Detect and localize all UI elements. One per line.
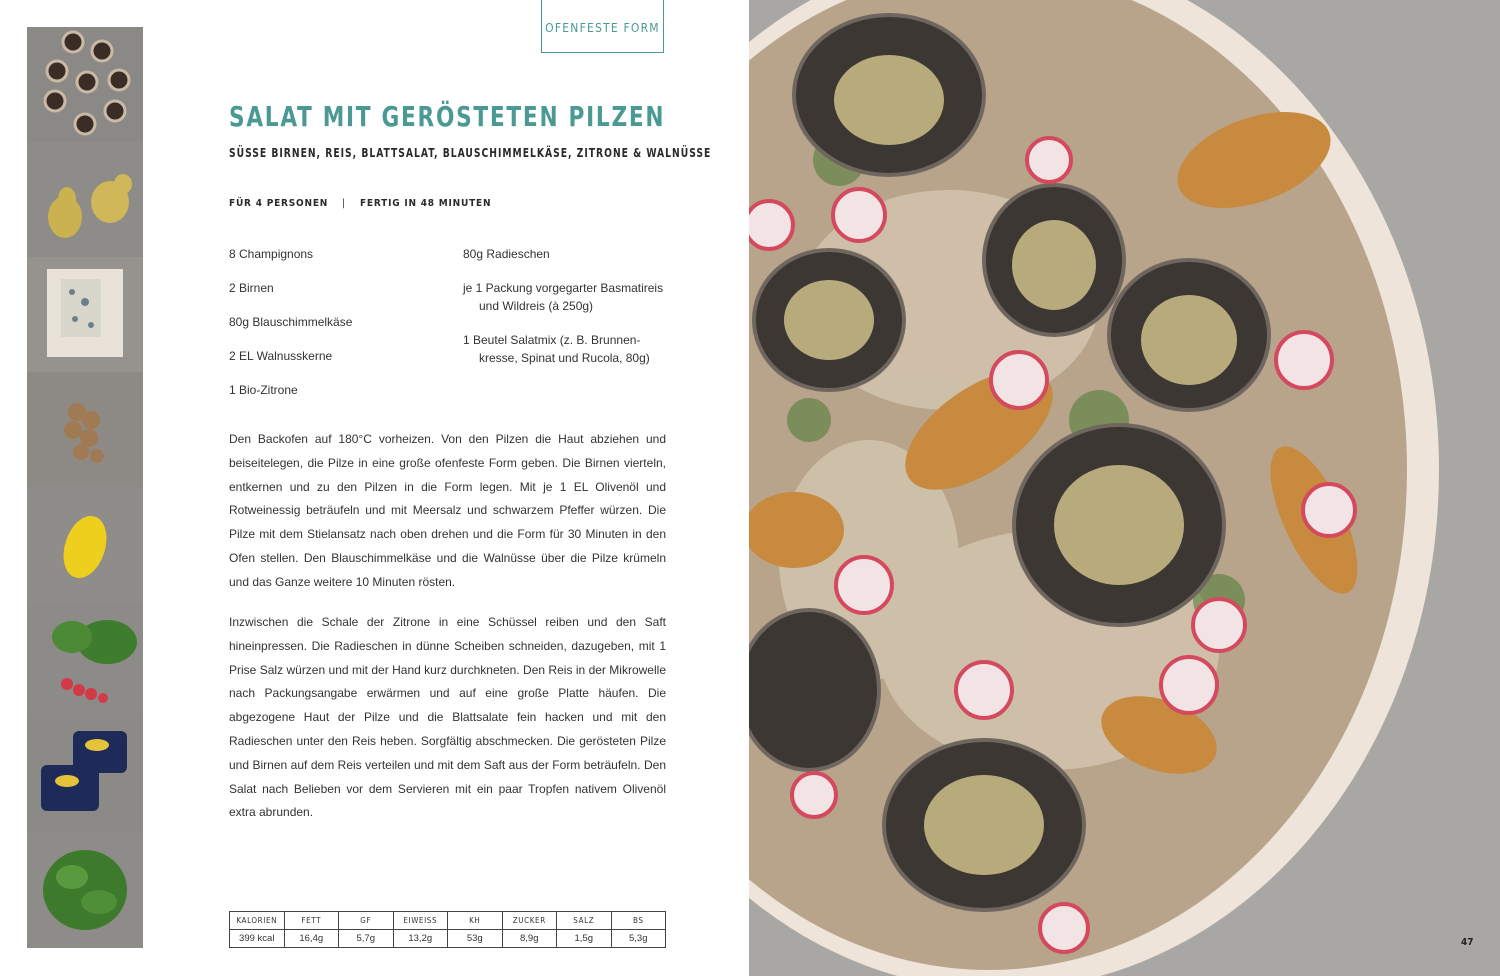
nutrition-header: GF (339, 912, 394, 930)
prep-time: FERTIG IN 48 MINUTEN (359, 198, 492, 209)
nutrition-value: 5,7g (339, 930, 394, 948)
mushrooms-image (27, 27, 143, 142)
ingredient-item: 8 Champignons (229, 247, 314, 261)
nutrition-value: 53g (448, 930, 503, 948)
recipe-title: SALAT MIT GERÖSTETEN PILZEN (229, 100, 666, 133)
ingredient-item: 1 Bio-Zitrone (229, 383, 298, 397)
page-number: 47 (1461, 937, 1474, 948)
servings: FÜR 4 PERSONEN (229, 198, 329, 209)
lemon-image (27, 487, 143, 602)
ingredient-line: kresse, Spinat und Rucola, 80g) (479, 351, 650, 365)
method-paragraph: Den Backofen auf 180°C vorheizen. Von den Pilzen die Haut abziehen und beiseitelegen, die Pilze in eine große ofenfeste Form geben. Die Birnen vierteln, entkernen und zu den Pilzen in die Form legen. Mit je 1 EL Olivenöl und Rotweinessig beträufeln und mit Meersalz und schwarzem Pfeffer würzen. Die Pilze mit dem Stielansatz nach oben drehen und die Form für 30 Minuten in den Ofen stellen. Den Blauschimmelkäse und die Walnüsse über die Pilze krümeln und das Ganze weitere 10 Minuten rösten. (229, 432, 666, 589)
salad-leaves-image (27, 832, 143, 948)
ingredient-item (463, 279, 663, 315)
ingredient-line: 1 Beutel Salatmix (z. B. Brunnen- (463, 333, 641, 347)
nutrition-table (229, 911, 666, 948)
nutrition-header-row (230, 912, 666, 930)
ingredient-photo-strip (27, 27, 143, 948)
nutrition-header: ZUCKER (502, 912, 557, 930)
method-paragraph: Inzwischen die Schale der Zitrone in eine Schüssel reiben und den Saft hineinpressen. Die Radieschen in dünne Scheiben schneiden, dazugeben, mit 1 Prise Salz würzen und mit der Hand kurz durchkneten. Den Reis in der Mikrowelle nach Packungsangabe erwärmen und auf eine große Platte häufen. Die abgezogene Haut der Pilze und die Blattsalate fein hacken und mit den Radieschen unter den Reis heben. Sorgfältig abschmecken. Die gerösteten Pilze und Birnen auf dem Reis verteilen und mit dem Saft aus der Form beträufeln. Den Salat nach Belieben vor dem Servieren mit ein paar Tropfen nativem Olivenöl extra abrunden. (229, 615, 666, 820)
nutrition-header: SALZ (557, 912, 612, 930)
ingredient-item (463, 245, 550, 263)
dish-photo (749, 0, 1500, 976)
nutrition-value: 399 kcal (230, 930, 285, 948)
nutrition-value: 1,5g (557, 930, 612, 948)
ingredient-line: 80g Radieschen (463, 247, 550, 261)
nutrition-header: EIWEISS (393, 912, 448, 930)
walnuts-image (27, 372, 143, 487)
meta-separator: | (342, 198, 346, 209)
nutrition-value: 5,3g (611, 930, 666, 948)
rice-packs-image (27, 717, 143, 832)
pears-image (27, 142, 143, 257)
nutrition-header: KH (448, 912, 503, 930)
nutrition-header: KALORIEN (230, 912, 285, 930)
nutrition-value: 8,9g (502, 930, 557, 948)
ingredient-item: 2 EL Walnusskerne (229, 349, 333, 363)
nutrition-value: 16,4g (284, 930, 339, 948)
nutrition-header: FETT (284, 912, 339, 930)
ingredient-item: 80g Blauschimmelkäse (229, 315, 353, 329)
nutrition-header: BS (611, 912, 666, 930)
recipe-meta (229, 198, 491, 209)
nutrition-value-row (230, 930, 666, 948)
ingredient-item: 2 Birnen (229, 281, 274, 295)
nutrition-value: 13,2g (393, 930, 448, 948)
radishes-image (27, 602, 143, 717)
ingredient-line: und Wildreis (à 250g) (479, 299, 594, 313)
ingredient-item (463, 331, 650, 367)
category-tag: OFENFESTE FORM (541, 0, 664, 53)
blue-cheese-image (27, 257, 143, 372)
recipe-subtitle: SÜSSE BIRNEN, REIS, BLATTSALAT, BLAUSCHIMMELKÄSE, ZITRONE & WALNÜSSE (229, 145, 712, 160)
ingredient-line: je 1 Packung vorgegarter Basmatireis (463, 281, 664, 295)
